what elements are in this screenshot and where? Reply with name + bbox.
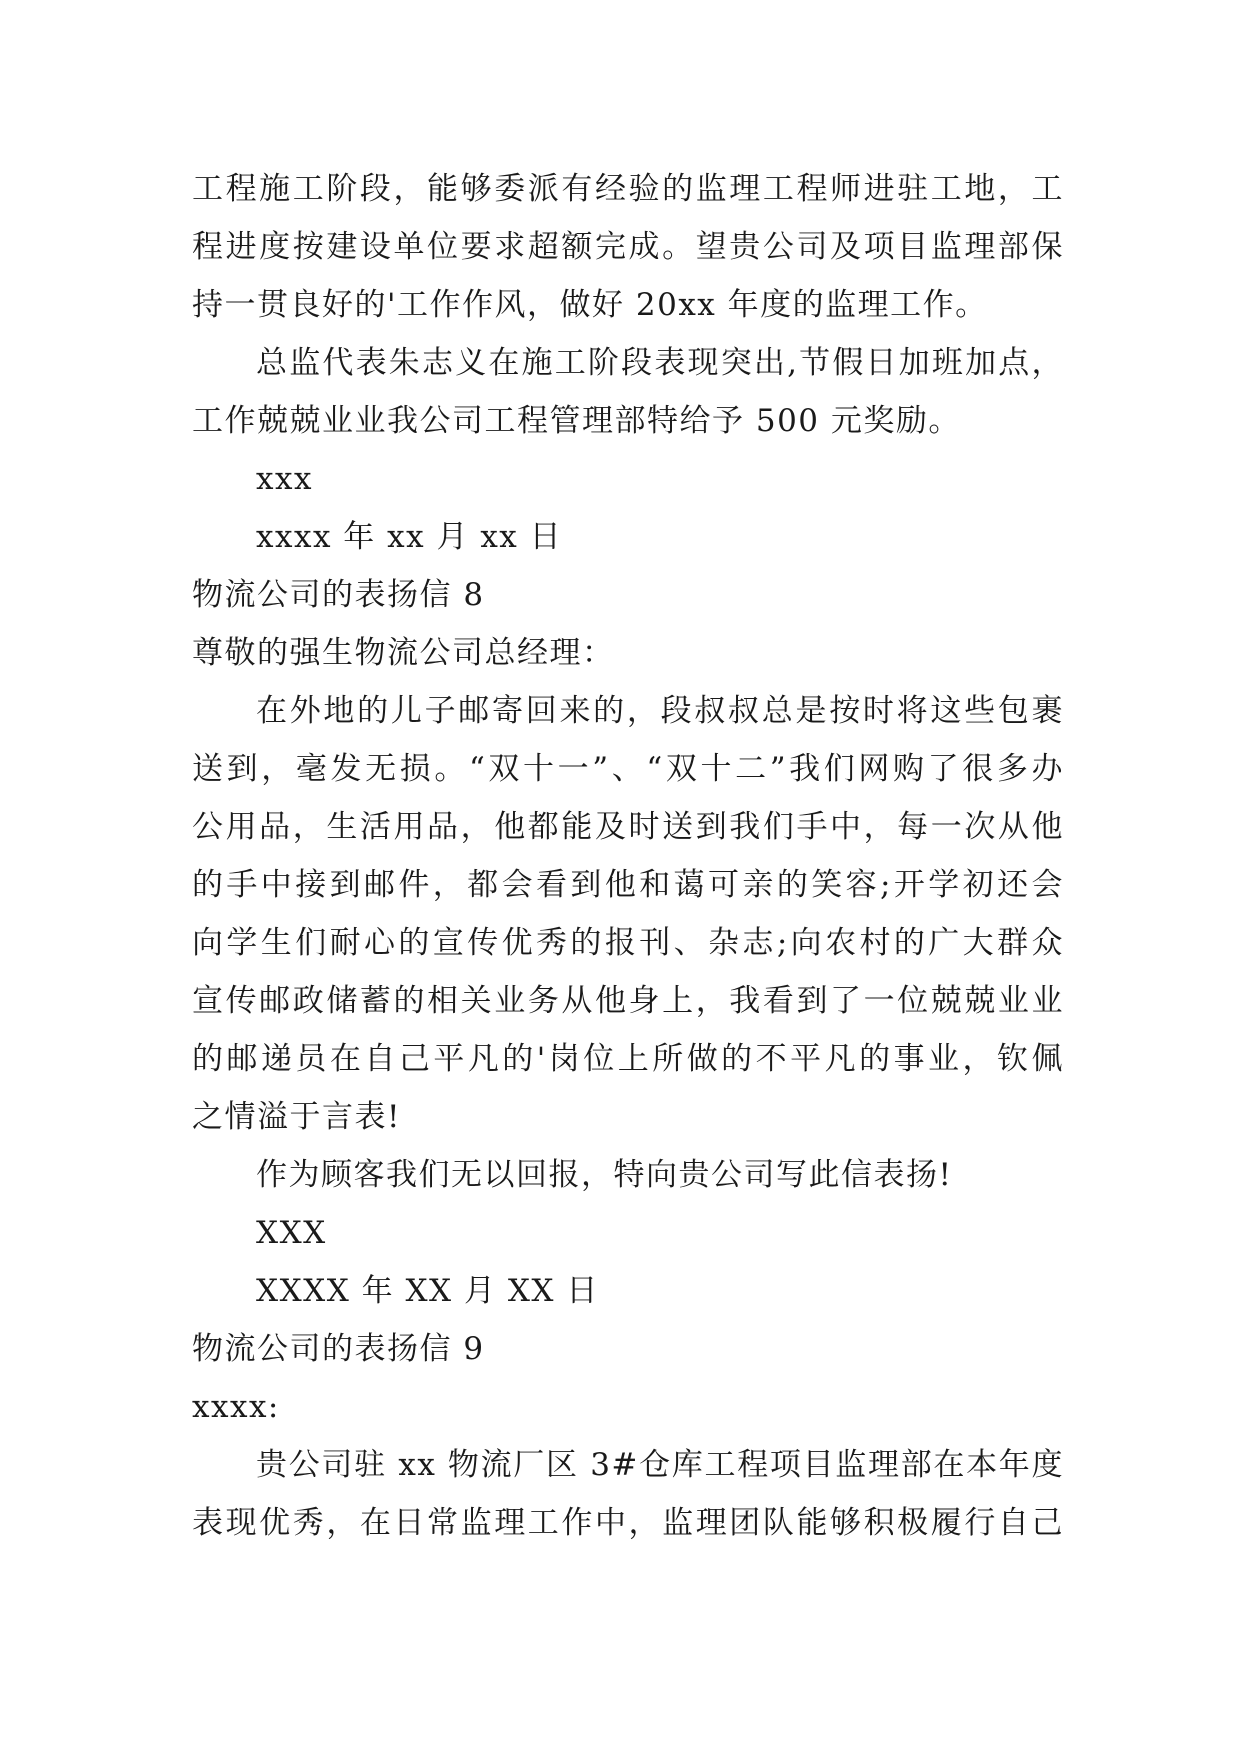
- date-line: XXXX 年 XX 月 XX 日: [256, 1273, 599, 1309]
- signature: XXX: [256, 1215, 327, 1251]
- body-line: 公用品，生活用品，他都能及时送到我们手中，每一次从他: [192, 809, 1064, 845]
- salutation: xxxx:: [192, 1389, 280, 1425]
- body-line: 之情溢于言表!: [192, 1099, 401, 1135]
- body-line: 送到，毫发无损。“双十一”、“双十二”我们网购了很多办: [192, 751, 1064, 787]
- body-line: 表现优秀，在日常监理工作中，监理团队能够积极履行自己: [192, 1505, 1064, 1541]
- body-line: 贵公司驻 xx 物流厂区 3#仓库工程项目监理部在本年度: [256, 1447, 1064, 1483]
- section-heading: 物流公司的表扬信 8: [192, 577, 485, 613]
- date-line: xxxx 年 xx 月 xx 日: [256, 519, 563, 555]
- closing-line: 作为顾客我们无以回报，特向贵公司写此信表扬!: [256, 1157, 953, 1193]
- body-line: 工程施工阶段，能够委派有经验的监理工程师进驻工地，工: [192, 171, 1064, 207]
- body-line: 宣传邮政储蓄的相关业务从他身上，我看到了一位兢兢业业: [192, 983, 1064, 1019]
- section-heading: 物流公司的表扬信 9: [192, 1331, 485, 1367]
- body-line: 向学生们耐心的宣传优秀的报刊、杂志;向农村的广大群众: [192, 925, 1064, 961]
- body-line: 工作兢兢业业我公司工程管理部特给予 500 元奖励。: [192, 403, 961, 439]
- body-line: 总监代表朱志义在施工阶段表现突出,节假日加班加点，: [256, 345, 1064, 381]
- salutation: 尊敬的强生物流公司总经理：: [192, 635, 615, 671]
- body-line: 的手中接到邮件，都会看到他和蔼可亲的笑容;开学初还会: [192, 867, 1064, 903]
- body-line: 程进度按建设单位要求超额完成。望贵公司及项目监理部保: [192, 229, 1064, 265]
- signature: xxx: [256, 461, 313, 497]
- body-line: 在外地的儿子邮寄回来的，段叔叔总是按时将这些包裹: [256, 693, 1064, 729]
- body-line: 持一贯良好的'工作作风，做好 20xx 年度的监理工作。: [192, 287, 988, 323]
- body-line: 的邮递员在自己平凡的'岗位上所做的不平凡的事业，钦佩: [192, 1041, 1064, 1077]
- document-page: [192, 160, 1064, 1552]
